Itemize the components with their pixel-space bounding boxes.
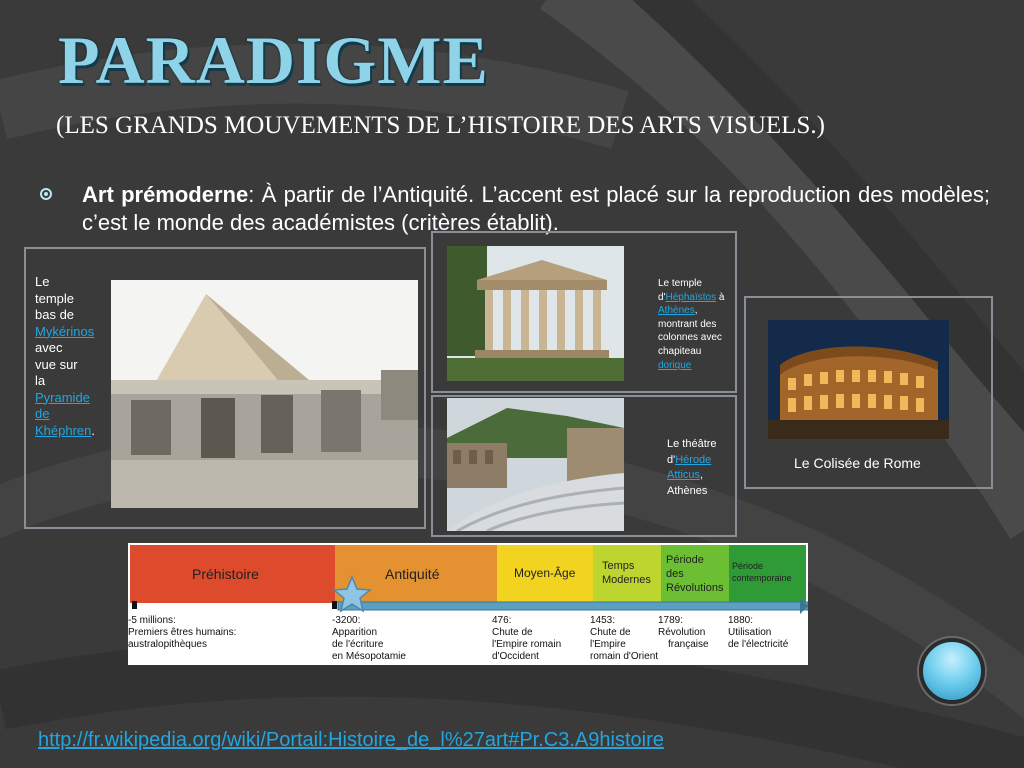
svg-text:476:: 476: <box>492 615 512 626</box>
svg-text:-5 millions:: -5 millions: <box>128 615 176 626</box>
svg-text:Chute de: Chute de <box>492 627 533 638</box>
wikipedia-link[interactable]: http://fr.wikipedia.org/wiki/Portail:Histoire_de_l%27art#Pr.C3.A9histoire <box>38 729 664 751</box>
dorique-link[interactable]: dorique <box>658 359 692 371</box>
svg-text:Premiers êtres humains:: Premiers êtres humains: <box>128 627 237 638</box>
pyramid-caption: Le temple bas de Mykérinos avec vue sur la Pyramide de Khéphren. <box>35 274 96 438</box>
period-label: Modernes <box>602 574 651 586</box>
target-bullet-icon <box>40 188 52 200</box>
hephaistos-caption: Le temple d'Héphaïstos à Athènes, montrant des colonnes avec chapiteau dorique <box>658 278 725 371</box>
athenes-link[interactable]: Athènes <box>658 305 695 317</box>
svg-text:Révolution: Révolution <box>658 627 706 638</box>
timeline-arrow <box>338 602 808 610</box>
source-url <box>38 727 664 753</box>
period-label: Révolutions <box>666 582 724 594</box>
period-label: Période <box>732 561 764 571</box>
colisee-photo <box>768 320 949 439</box>
svg-text:Apparition: Apparition <box>332 627 378 638</box>
svg-text:l'Empire romain: l'Empire romain <box>492 639 562 650</box>
period-label: contemporaine <box>732 573 792 583</box>
herode-atticus-theatre-photo <box>447 398 624 531</box>
svg-text:-3200:: -3200: <box>332 615 361 626</box>
period-label: Préhistoire <box>192 566 259 582</box>
hephaistos-link[interactable]: Héphaïstos <box>665 291 717 303</box>
circle-button-icon[interactable] <box>919 638 985 704</box>
svg-text:de l'électricité: de l'électricité <box>728 639 789 650</box>
svg-text:australopithèques: australopithèques <box>128 639 207 650</box>
period-label: Temps <box>602 560 635 572</box>
svg-text:l'Empire: l'Empire <box>590 639 626 650</box>
period-label: Moyen-Âge <box>514 566 576 580</box>
colisee-caption: Le Colisée de Rome <box>794 455 921 471</box>
period-label: Antiquité <box>385 566 440 582</box>
svg-text:en Mésopotamie: en Mésopotamie <box>332 651 406 662</box>
hephaistos-temple-photo <box>447 246 624 381</box>
period-label: Période <box>666 554 704 566</box>
timeline-graphic <box>128 543 808 665</box>
history-timeline <box>128 543 808 665</box>
bullet-bold-term: Art prémoderne <box>82 182 249 207</box>
theatre-caption: Le théâtre d'Hérode Atticus, Athènes <box>667 438 717 497</box>
herode-atticus-link[interactable]: Hérode Atticus <box>667 453 712 481</box>
svg-text:d'Occident: d'Occident <box>492 651 539 662</box>
slide-subtitle: (LES GRANDS MOUVEMENTS DE L’HISTOIRE DES ARTS VISUELS.) <box>56 112 825 139</box>
period-label: des <box>666 568 684 580</box>
svg-text:1789:: 1789: <box>658 615 684 626</box>
bullet-point <box>40 181 990 237</box>
khephren-pyramid-link[interactable]: Pyramide de Khéphren <box>35 389 92 438</box>
slide-title: PARADIGME <box>58 22 489 98</box>
svg-text:1880:: 1880: <box>728 615 754 626</box>
mykerinos-link[interactable]: Mykérinos <box>35 323 95 339</box>
svg-text:Chute de: Chute de <box>590 627 631 638</box>
pyramid-photo <box>111 280 418 508</box>
svg-text:Utilisation: Utilisation <box>728 627 772 638</box>
svg-text:de l'écriture: de l'écriture <box>332 639 384 650</box>
svg-text:romain d'Orient: romain d'Orient <box>590 651 659 662</box>
svg-text:1453:: 1453: <box>590 615 616 626</box>
bullet-description: : À partir de l’Antiquité. L’accent est placé sur la reproduction des modèles; c’est le monde des académistes (critères établit). <box>82 182 990 235</box>
svg-text:française: française <box>668 639 709 650</box>
bullet-text <box>82 181 990 237</box>
